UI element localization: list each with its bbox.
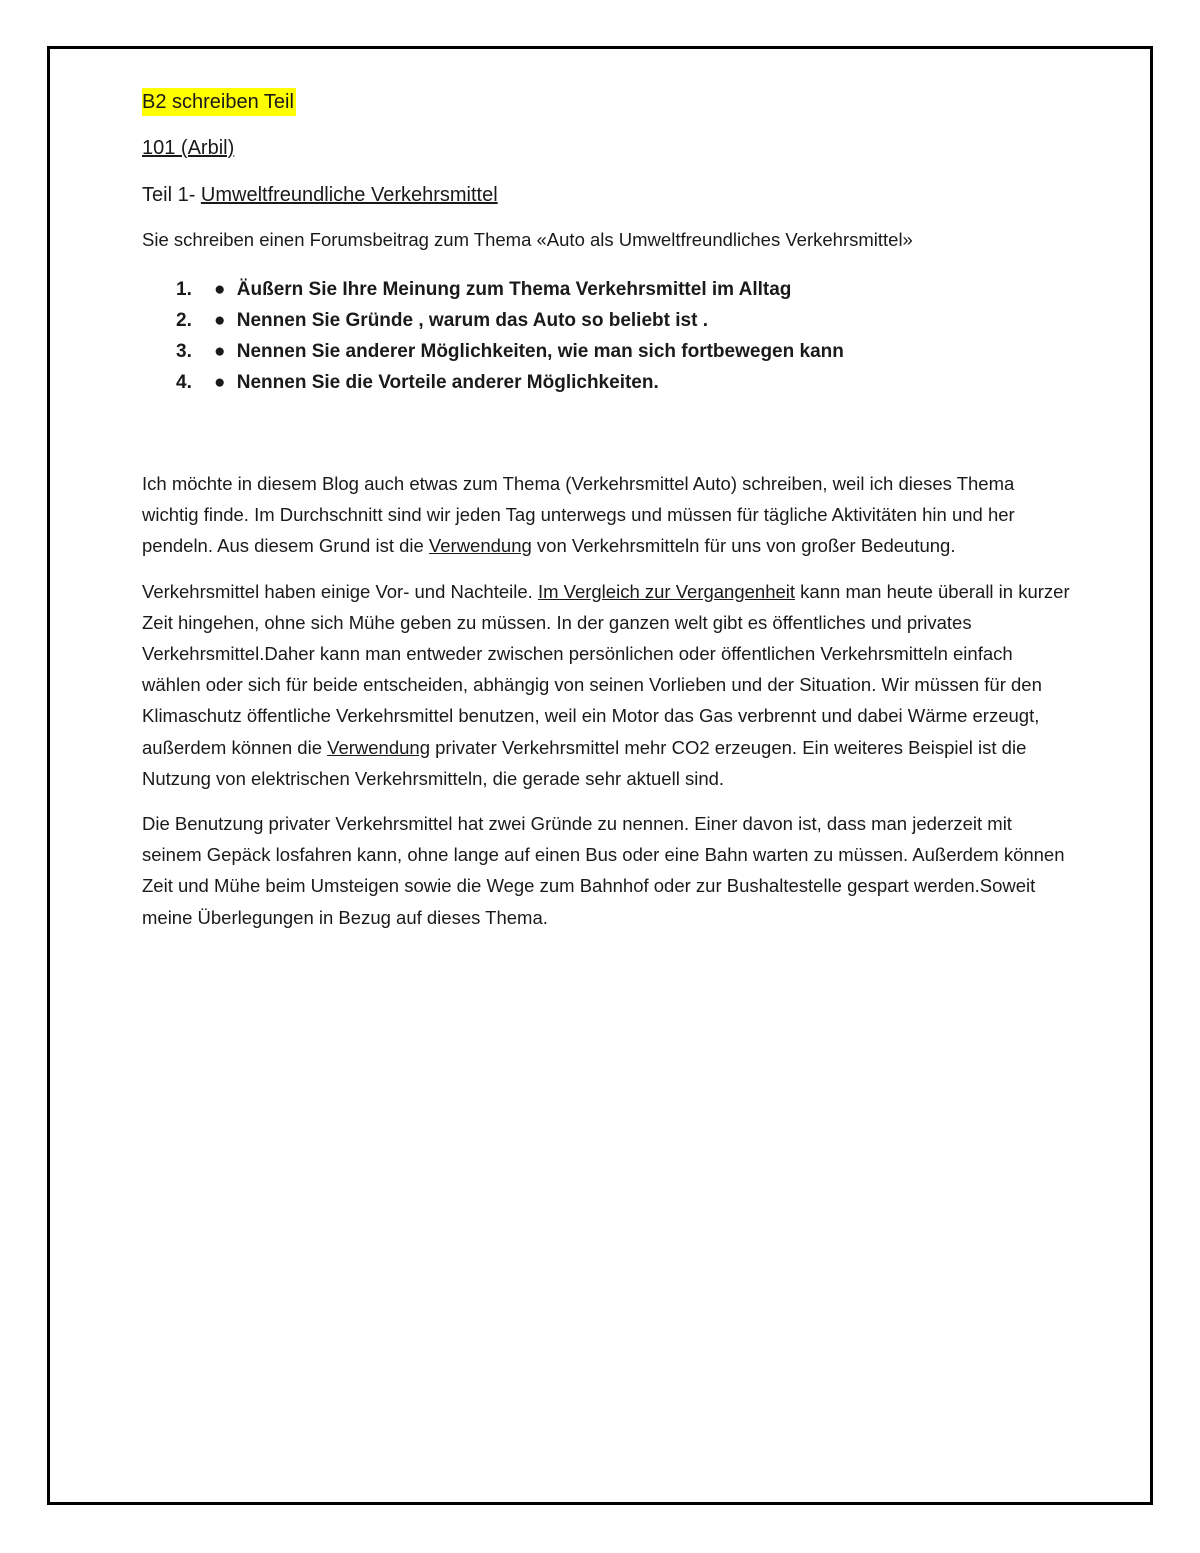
bullet-icon: ● (214, 341, 226, 362)
paragraph-3: Die Benutzung privater Verkehrsmittel hat zwei Gründe zu nennen. Einer davon ist, dass man jederzeit mit seinem Gepäck losfahren kann, ohne lange auf einen Bus oder eine Bahn warten zu müssen. Außerdem können Zeit und Mühe beim Umsteigen sowie die Wege zum Bahnhof oder zur Bushaltestelle gespart werden.Soweit meine Überlegungen in Bezug auf dieses Thema. (142, 813, 1065, 928)
bullet-icon: ● (214, 372, 226, 393)
paragraph-2-text-a: Verkehrsmittel haben einige Vor- und Nachteile. (142, 580, 538, 602)
paragraph-2 (142, 576, 1072, 794)
task-text: Äußern Sie Ihre Meinung zum Thema Verkehrsmittel im Alltag (236, 279, 792, 300)
task-item (142, 336, 1072, 367)
task-list (142, 274, 1072, 398)
paragraph-2-text-b: kann man heute überall in kurzer Zeit hingehen, ohne sich Mühe geben zu müssen. In der ganzen welt gibt es öffentliches und privates Verkehrsmittel.Daher kann man entweder zwischen persönlichen oder öffentlichen Verkehrsmitteln einfach wählen oder sich für beide entscheiden, abhängig von seinen Vorlieben und der Situation. Wir müssen für den Klimaschutz öffentliche Verkehrsmittel benutzen, weil ein Motor das Gas verbrennt und dabei Wärme erzeugt, außerdem können die (142, 580, 1070, 758)
task-number: 2. (176, 310, 192, 331)
task-item (142, 274, 1072, 305)
paragraph-1 (142, 468, 1072, 562)
document-body (142, 88, 1072, 947)
document-subtitle: 101 (Arbil) (142, 137, 235, 159)
bullet-icon: ● (214, 279, 226, 300)
task-item (142, 367, 1072, 398)
task-text: Nennen Sie Gründe , warum das Auto so beliebt ist . (236, 310, 708, 331)
teil-prefix: Teil 1- (142, 184, 201, 206)
teil-topic: Umweltfreundliche Verkehrsmittel (200, 184, 498, 206)
underlined-term: Verwendung (428, 535, 532, 557)
task-intro: Sie schreiben einen Forumsbeitrag zum Thema «Auto als Umweltfreundliches Verkehrsmittel» (142, 229, 913, 250)
teil-heading (142, 181, 1072, 209)
underlined-phrase: Im Vergleich zur Vergangenheit (537, 580, 796, 602)
bullet-icon: ● (214, 310, 226, 331)
task-number: 1. (176, 279, 192, 300)
paragraph-1-text-b: von Verkehrsmitteln für uns von großer Bedeutung. (531, 535, 956, 557)
document-title: B2 schreiben Teil (142, 88, 296, 116)
task-number: 3. (176, 341, 192, 362)
task-item (142, 305, 1072, 336)
paragraph-1-text-a: Ich möchte in diesem Blog auch etwas zum Thema (Verkehrsmittel Auto) schreiben, weil ich dieses Thema wichtig finde. Im Durchschnitt sind wir jeden Tag unterwegs und müssen für tägliche Aktivitäten hin und her pendeln. Aus diesem Grund ist die (142, 473, 1015, 557)
task-text: Nennen Sie anderer Möglichkeiten, wie man sich fortbewegen kann (236, 341, 844, 362)
underlined-term: Verwendung (327, 736, 430, 758)
paragraph-2-text-c: privater Verkehrsmittel mehr CO2 erzeugen. Ein weiteres Beispiel ist die Nutzung von elektrischen Verkehrsmitteln, die gerade sehr aktuell sind. (142, 736, 1027, 789)
task-text: Nennen Sie die Vorteile anderer Möglichkeiten. (236, 372, 659, 393)
task-number: 4. (176, 372, 192, 393)
